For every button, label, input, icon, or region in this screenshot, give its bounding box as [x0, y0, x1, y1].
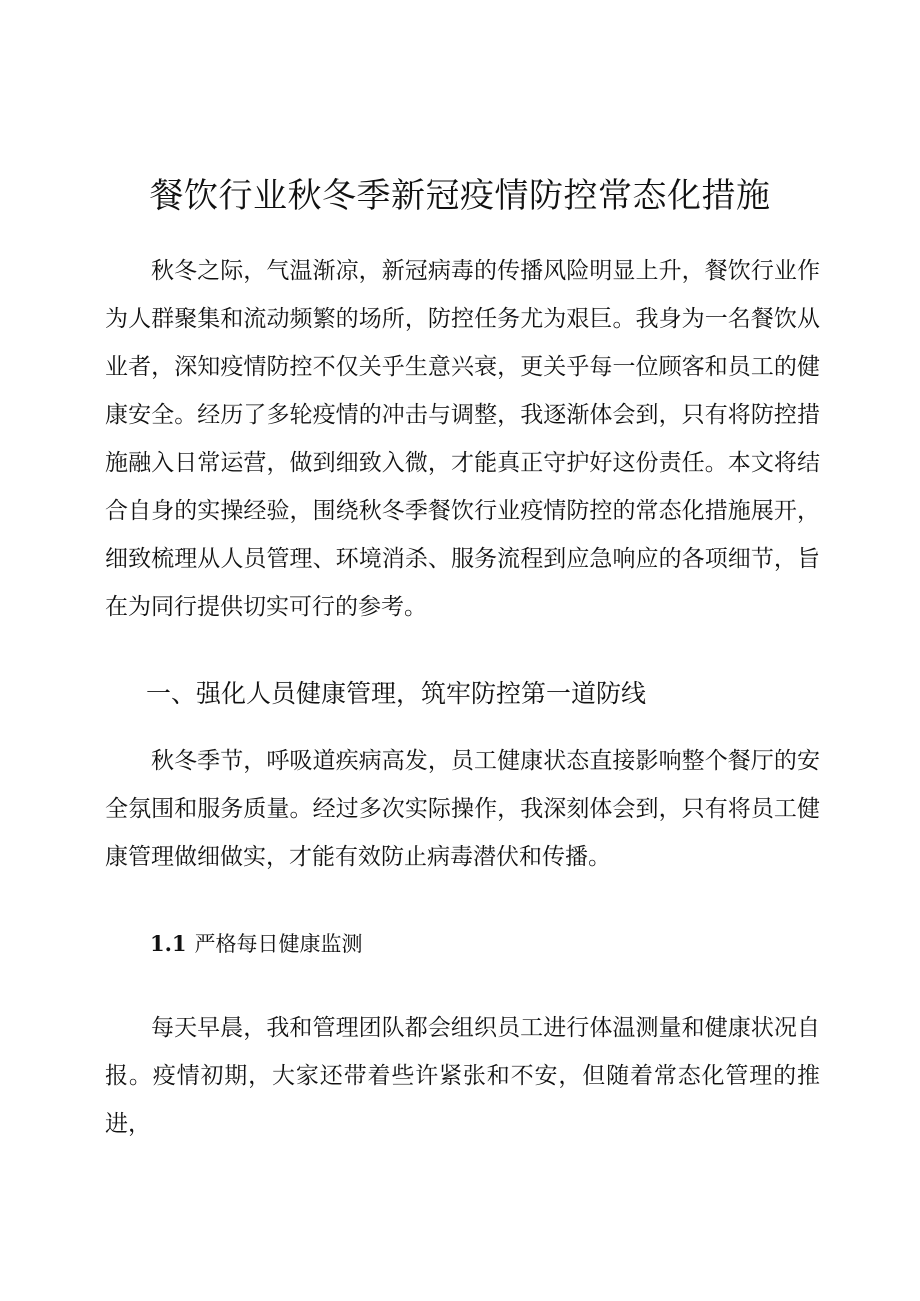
subsection-1-1-heading	[150, 922, 363, 966]
subsection-1-1-paragraph: 每天早晨，我和管理团队都会组织员工进行体温测量和健康状况自报。疫情初期，大家还带着些许紧张和不安，但随着常态化管理的推进，	[105, 1015, 820, 1137]
section-1-paragraph: 秋冬季节，呼吸道疾病高发，员工健康状态直接影响整个餐厅的安全氛围和服务质量。经过多次实际操作，我深刻体会到，只有将员工健康管理做细做实，才能有效防止病毒潜伏和传播。	[105, 748, 820, 870]
subsection-number: 1.1	[150, 931, 187, 956]
document-title: 餐饮行业秋冬季新冠疫情防控常态化措施	[149, 176, 771, 216]
section-1-heading: 一、强化人员健康管理，筑牢防控第一道防线	[146, 679, 647, 708]
subsection-title: 严格每日健康监测	[194, 932, 363, 956]
intro-paragraph: 秋冬之际，气温渐凉，新冠病毒的传播风险明显上升，餐饮行业作为人群聚集和流动频繁的场所，防控任务尤为艰巨。我身为一名餐饮从业者，深知疫情防控不仅关乎生意兴衰，更关乎每一位顾客和员工的健康安全。经历了多轮疫情的冲击与调整，我逐渐体会到，只有将防控措施融入日常运营，做到细致入微，才能真正守护好这份责任。本文将结合自身的实操经验，围绕秋冬季餐饮行业疫情防控的常态化措施展开，细致梳理从人员管理、环境消杀、服务流程到应急响应的各项细节，旨在为同行提供切实可行的参考。	[105, 258, 820, 620]
